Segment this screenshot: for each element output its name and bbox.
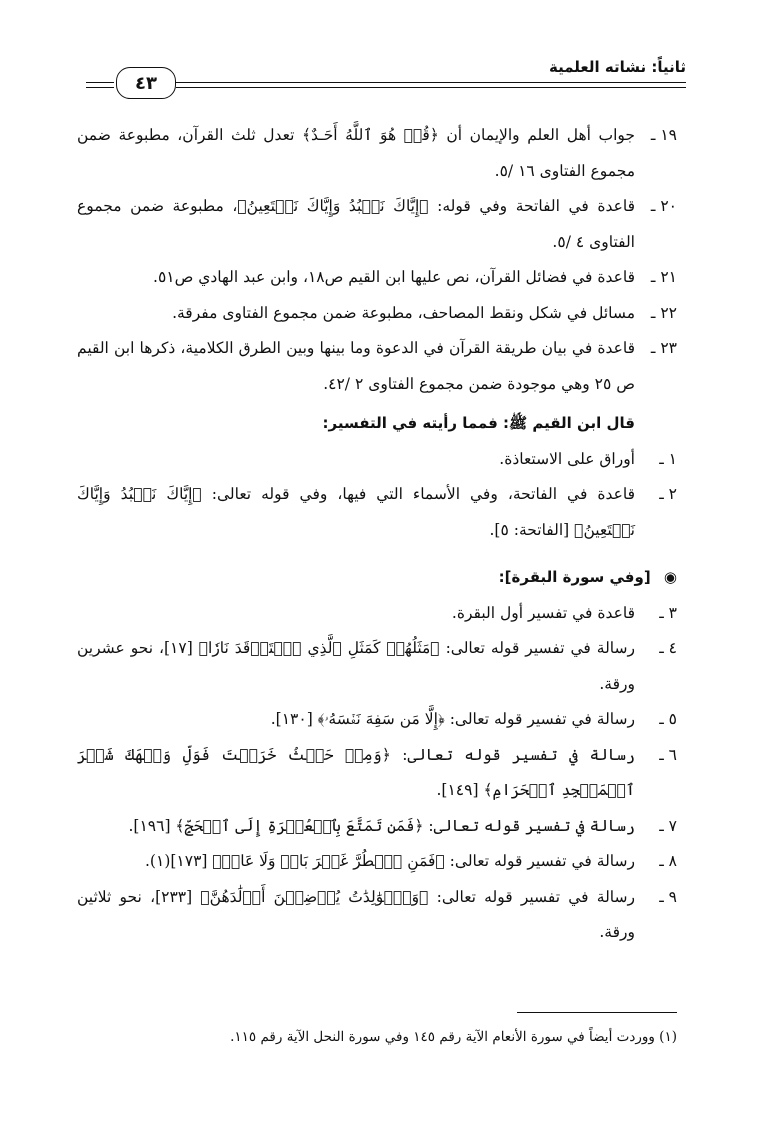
item-number: ٨ ـ	[659, 852, 677, 870]
item-number: ٢٢ ـ	[650, 303, 677, 322]
footnote: (١) ووردت أيضاً في سورة الأنعام الآية رقم ١٤٥ وفي سورة النحل الآية رقم ١١٥.	[230, 1029, 677, 1045]
list-item	[77, 442, 677, 478]
footnote-divider	[517, 1012, 677, 1013]
header-rule	[86, 82, 114, 83]
item-number: ٢٠ ـ	[650, 197, 677, 215]
item-text: قاعدة في تفسير أول البقرة.	[451, 603, 635, 622]
item-text: أوراق على الاستعاذة.	[499, 449, 635, 468]
item-text: رسالة في تفسير قوله تعالى: ﴿إِلَّا مَن سَفِهَ نَفۡسَهُۥ﴾ [١٣٠].	[270, 710, 635, 728]
item-text: رسالة في تفسير قوله تعالى: ﴿مَثَلُهُمۡ كَمَثَلِ ٱلَّذِي ٱسۡتَوۡقَدَ نَارٗا﴾ [١٧]، نحو عشرين ورقة.	[77, 639, 635, 693]
item-text: رسالة في تفسير قوله تعالى: ﴿وَمِنۡ حَيۡثُ خَرَجۡتَ فَوَلِّ وَجۡهَكَ شَطۡرَ ٱلۡمَسۡجِدِ ٱلۡحَرَامِ﴾ [١٤٩].	[77, 745, 635, 799]
chapter-title: ثانياً: نشاته العلمية	[549, 58, 686, 76]
item-text: جواب أهل العلم والإيمان أن ﴿قُلۡ هُوَ ٱللَّهُ أَحَـدٌ﴾ تعدل ثلث القرآن، مطبوعة ضمن مجموع الفتاوى ١٦ /٥.	[77, 126, 635, 180]
main-text	[77, 118, 677, 951]
item-text: قاعدة في فضائل القرآن، نص عليها ابن القيم ص١٨، وابن عبد الهادي ص٥١.	[153, 268, 635, 286]
item-number: ٢١ ـ	[650, 268, 677, 286]
list-item	[77, 331, 677, 402]
item-text: رسالة في تفسير قوله تعالى: ﴿فَمَن تَمَتَّعَ بِٱلۡعُمۡرَةِ إِلَى ٱلۡحَجِّ﴾ [١٩٦].	[128, 816, 635, 835]
item-text: رسالة في تفسير قوله تعالى: ﴿فَمَنِ ٱضۡطُرَّ غَيۡرَ بَاغٖ وَلَا عَادٖ﴾ [١٧٣](١).	[145, 852, 635, 870]
list-item	[77, 880, 677, 951]
list-item	[77, 631, 677, 702]
list-item	[77, 702, 677, 738]
list-item	[77, 738, 677, 809]
header-rule	[86, 87, 114, 88]
item-number: ١٩ ـ	[650, 126, 677, 144]
page-number: ٤٣	[116, 67, 176, 99]
item-text: رسالة في تفسير قوله تعالى: ﴿وَٱلۡوَٰلِدَٰتُ يُرۡضِعۡنَ أَوۡلَٰدَهُنَّ﴾ [٢٣٣]، نحو ثلاثين ورقة.	[77, 887, 635, 941]
list-item	[77, 189, 677, 260]
ibn-qayyim-heading: قال ابن القيم ﷺ: فمما رأيته في التفسير:	[322, 414, 635, 432]
item-number: ٣ ـ	[659, 603, 677, 622]
item-text: قاعدة في بيان طريقة القرآن في الدعوة وما بينها وبين الطرق الكلامية، ذكرها ابن القيم ص ٢٥ وهي موجودة ضمن مجموع الفتاوى ٢ /٤٢.	[77, 339, 635, 393]
item-number: ٥ ـ	[659, 710, 677, 728]
list-item	[77, 118, 677, 189]
list-item	[77, 596, 677, 632]
header-rule	[176, 87, 686, 88]
list-item	[77, 809, 677, 845]
bullet-marker-icon: ◉	[663, 568, 677, 586]
item-number: ٤ ـ	[659, 639, 677, 657]
item-text: قاعدة في الفاتحة، وفي الأسماء التي فيها، وفي قوله تعالى: ﴿إِيَّاكَ نَعۡبُدُ وَإِيَّاكَ نَسۡتَعِينُ﴾ [الفاتحة: ٥].	[77, 485, 635, 539]
list-item	[77, 477, 677, 548]
running-header	[86, 54, 686, 98]
item-number: ١ ـ	[659, 449, 677, 468]
item-text: مسائل في شكل ونقط المصاحف، مطبوعة ضمن مجموع الفتاوى مفرقة.	[172, 303, 635, 322]
list-item	[77, 260, 677, 296]
header-rule	[176, 82, 686, 83]
item-number: ٩ ـ	[659, 887, 677, 906]
item-number: ٦ ـ	[659, 745, 677, 764]
list-item	[77, 296, 677, 332]
item-text: قاعدة في الفاتحة وفي قوله: ﴿إِيَّاكَ نَعۡبُدُ وَإِيَّاكَ نَسۡتَعِينُ﴾، مطبوعة ضمن مجموع الفتاوى ٤ /٥.	[77, 197, 635, 251]
item-number: ٢٣ ـ	[650, 339, 677, 357]
section-heading	[77, 560, 677, 596]
list-item	[77, 844, 677, 880]
item-number: ٧ ـ	[659, 816, 677, 835]
item-number: ٢ ـ	[659, 485, 677, 503]
section-title: [وفي سورة البقرة]:	[498, 568, 651, 586]
